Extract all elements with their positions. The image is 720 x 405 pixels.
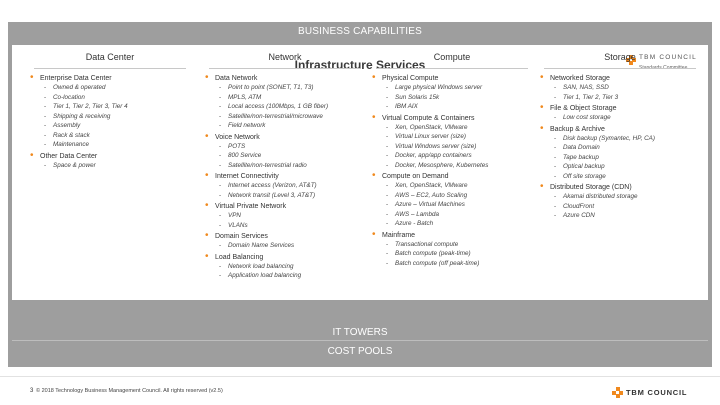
sub-service-item: - Satellite/non-terrestrial radio	[219, 161, 365, 171]
service-label: • Backup & Archive	[550, 125, 605, 133]
it-towers-label: IT TOWERS	[12, 325, 708, 341]
sub-service-item: - Tier 1, Tier 2, Tier 3, Tier 4	[44, 102, 190, 112]
sub-service-item: - MPLS, ATM	[219, 93, 365, 103]
service-label: • Load Balancing	[215, 253, 264, 261]
service-item	[372, 114, 532, 171]
service-item	[30, 152, 190, 171]
service-item	[30, 74, 190, 150]
sub-service-item: - Optical backup	[554, 162, 700, 172]
service-item	[205, 74, 365, 131]
sub-service-list	[554, 113, 700, 123]
service-label: • Data Network	[215, 75, 258, 82]
service-label: • File & Object Storage	[550, 105, 617, 112]
column-header: Storage	[544, 52, 696, 69]
sub-service-item: - Satellite/non-terrestrial/microwave	[219, 112, 365, 122]
sub-service-item: - Batch compute (peak-time)	[386, 249, 532, 259]
service-item	[540, 74, 700, 102]
service-item	[205, 253, 365, 281]
service-list	[205, 74, 365, 281]
sub-service-list	[219, 142, 365, 171]
logo-name: TBM COUNCIL	[639, 54, 697, 61]
sub-service-item: - Transactional compute	[386, 240, 532, 250]
service-label: • Virtual Compute & Containers	[382, 114, 475, 122]
service-label: • Other Data Center	[40, 152, 98, 160]
sub-service-item: - Local access (100Mbps, 1 GB fiber)	[219, 102, 365, 112]
sub-service-item: - Virtual Windows server (size)	[386, 142, 532, 152]
infrastructure-services-title: Infrastructure Services	[294, 58, 426, 72]
service-label: • Physical Compute	[382, 75, 439, 82]
footer-divider	[0, 376, 720, 377]
sub-service-item: - Off site storage	[554, 172, 700, 182]
footer-logo-name: TBM COUNCIL	[626, 388, 688, 397]
sub-service-item: - Azure CDN	[554, 211, 700, 221]
service-list	[372, 74, 532, 268]
sub-service-list	[554, 134, 700, 182]
service-item	[205, 232, 365, 251]
sub-service-item: - 800 Service	[219, 151, 365, 161]
sub-service-item: - Batch compute (off peak-time)	[386, 259, 532, 269]
sub-service-item: - Assembly	[44, 121, 190, 131]
sub-service-list	[554, 83, 700, 102]
service-item	[540, 183, 700, 221]
sub-service-item: - Tier 1, Tier 2, Tier 3	[554, 93, 700, 103]
sub-service-list	[386, 181, 532, 229]
service-label: • Networked Storage	[550, 75, 610, 82]
sub-service-item: - Virtual Linux server (size)	[386, 132, 532, 142]
sub-service-item: - Azure - Batch	[386, 219, 532, 229]
sub-service-item: - Akamai distributed storage	[554, 192, 700, 202]
sub-service-item: - IBM AIX	[386, 102, 532, 112]
sub-service-list	[44, 83, 190, 150]
sub-service-item: - VPN	[219, 211, 365, 221]
sub-service-item: - Sun Solaris 15k	[386, 93, 532, 103]
column-header: Data Center	[34, 52, 186, 69]
sub-service-item: - Network transit (Level 3, AT&T)	[219, 191, 365, 201]
sub-service-list	[219, 241, 365, 251]
sub-service-list	[219, 211, 365, 230]
sub-service-item: - Shipping & receiving	[44, 112, 190, 122]
sub-service-item: - Domain Name Services	[219, 241, 365, 251]
service-label: • Voice Network	[215, 133, 260, 141]
logo-subtitle: Standards Committee	[639, 65, 688, 71]
service-label: • Domain Services	[215, 233, 268, 240]
cost-pools-label: COST POOLS	[327, 346, 393, 357]
sub-service-item: - Disk backup (Symantec, HP, CA)	[554, 134, 700, 144]
sub-service-item: - Internet access (Verizon, AT&T)	[219, 181, 365, 191]
business-capabilities-label: BUSINESS CAPABILITIES	[297, 26, 423, 37]
sub-service-list	[386, 123, 532, 171]
column-data-center	[30, 52, 190, 314]
service-label: • Distributed Storage (CDN)	[550, 184, 632, 191]
service-label: • Internet Connectivity	[215, 173, 279, 180]
column-compute	[372, 52, 532, 314]
sub-service-list	[386, 240, 532, 269]
sub-service-item: - Co-location	[44, 93, 190, 103]
page-number: 3	[30, 388, 34, 394]
sub-service-item: - AWS – Lambda	[386, 210, 532, 220]
service-label: • Virtual Private Network	[215, 203, 287, 210]
footer-logo	[612, 387, 714, 399]
tbm-logo-icon	[612, 387, 623, 398]
sub-service-list	[219, 181, 365, 200]
sub-service-list	[219, 262, 365, 281]
sub-service-item: - AWS – EC2, Auto Scaling	[386, 191, 532, 201]
sub-service-item: - Large physical Windows server	[386, 83, 532, 93]
sub-service-item: - POTS	[219, 142, 365, 152]
column-header: Network	[209, 52, 361, 69]
service-item	[205, 133, 365, 171]
sub-service-item: - Docker, Mesosphere, Kubernetes	[386, 161, 532, 171]
sub-service-item: - Azure – Virtual Machines	[386, 200, 532, 210]
service-item	[540, 125, 700, 182]
sub-service-item: - Application load balancing	[219, 271, 365, 281]
sub-service-list	[386, 83, 532, 112]
copyright-text: © 2018 Technology Business Management Council. All rights reserved (v2.5)	[36, 388, 223, 394]
sub-service-list	[219, 83, 365, 131]
service-item	[372, 231, 532, 269]
service-item	[205, 202, 365, 230]
service-label: • Mainframe	[382, 231, 416, 239]
sub-service-list	[44, 161, 190, 171]
column-network	[205, 52, 365, 314]
service-item	[372, 172, 532, 229]
sub-service-item: - Maintenance	[44, 140, 190, 150]
service-item	[205, 172, 365, 200]
service-list	[540, 74, 700, 221]
sub-service-list	[554, 192, 700, 221]
sub-service-item: - Space & power	[44, 161, 190, 171]
sub-service-item: - Data Domain	[554, 143, 700, 153]
sub-service-item: - Xen, OpenStack, VMware	[386, 181, 532, 191]
service-list	[30, 74, 190, 170]
service-item	[372, 74, 532, 112]
sub-service-item: - Tape backup	[554, 153, 700, 163]
sub-service-item: - CloudFront	[554, 202, 700, 212]
sub-service-item: - VLANs	[219, 221, 365, 231]
column-storage	[540, 52, 700, 314]
service-item	[540, 104, 700, 123]
service-label: • Enterprise Data Center	[40, 75, 112, 82]
sub-service-item: - Rack & stack	[44, 131, 190, 141]
sub-service-item: - Xen, OpenStack, VMware	[386, 123, 532, 133]
sub-service-item: - Point to point (SONET, T1, T3)	[219, 83, 365, 93]
sub-service-item: - Low cost storage	[554, 113, 700, 123]
sub-service-item: - Docker, app/app containers	[386, 151, 532, 161]
sub-service-item: - Owned & operated	[44, 83, 190, 93]
column-header: Compute	[376, 52, 528, 69]
sub-service-item: - Network load balancing	[219, 262, 365, 272]
service-label: • Compute on Demand	[382, 173, 449, 180]
sub-service-item: - SAN, NAS, SSD	[554, 83, 700, 93]
sub-service-item: - Field network	[219, 121, 365, 131]
